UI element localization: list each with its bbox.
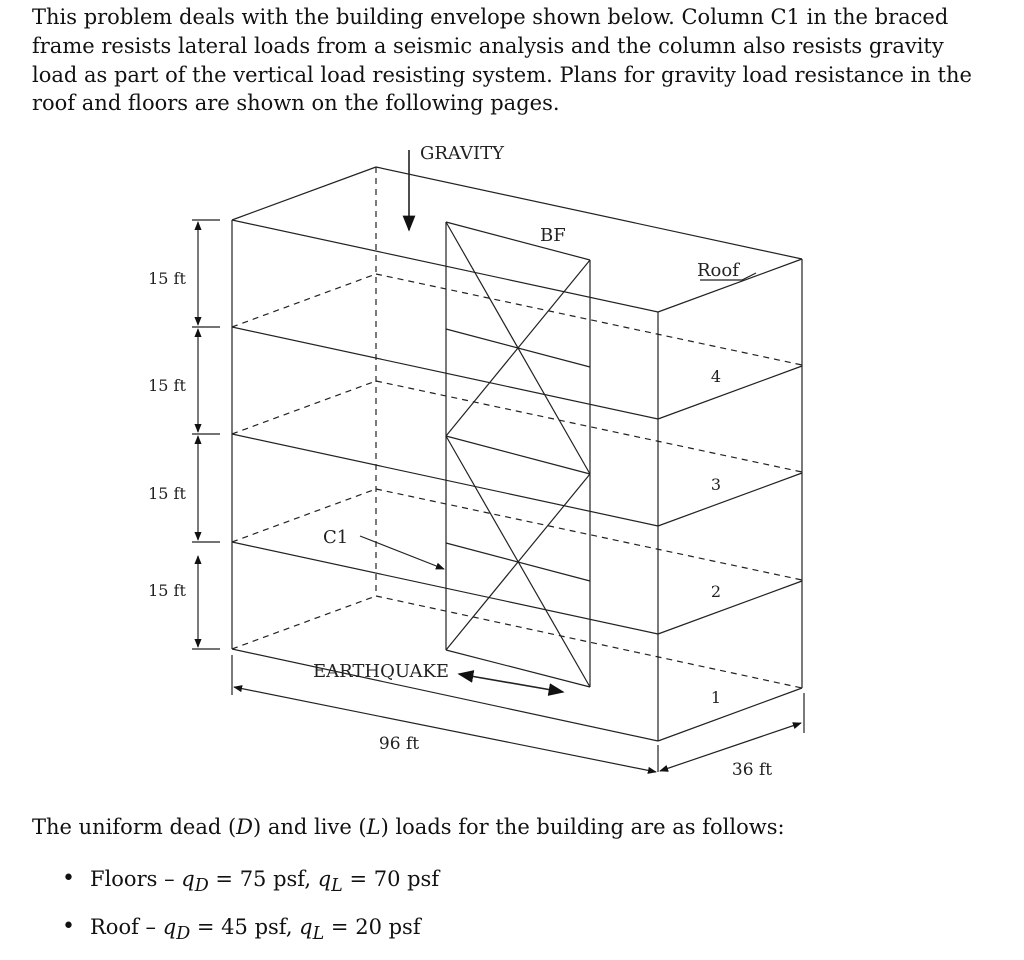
hidden-edges (232, 167, 802, 688)
story-height-label-1: 15 ft (148, 269, 186, 288)
floor-label-3: 3 (710, 475, 722, 494)
intro-paragraph: This problem deals with the building envelope shown below. Column C1 in the braced frame resists lateral loads from a seismic analysis and the column also resists gravity load as part of the vertical load resisting system. Plans for gravity load resistance in the roof and floors are shown on the following pages. (32, 5, 972, 116)
braced-frame-label: BF (540, 225, 566, 246)
earthquake-arrow (459, 674, 563, 692)
loads-intro: The uniform dead (D) and live (L) loads for the building are as follows: (32, 815, 785, 839)
column-label: C1 (323, 527, 349, 548)
braced-frame (446, 222, 590, 687)
floor-label-4: 4 (710, 367, 722, 386)
story-height-label-3: 15 ft (148, 484, 186, 503)
column-pointer (360, 536, 444, 569)
earthquake-label: EARTHQUAKE (313, 661, 450, 682)
load-item-roof: • Roof – $q_D = 45$ psf, $q_L = 20$ psf (62, 912, 439, 960)
gravity-label: GRAVITY (420, 143, 505, 164)
roof-label: Roof (697, 260, 739, 281)
load-item-floors: • Floors – $q_D = 75$ psf, $q_L = 70$ psf (62, 864, 439, 912)
story-height-label-2: 15 ft (148, 376, 186, 395)
width-dimension-label: 36 ft (731, 760, 773, 780)
story-height-dimensions (192, 220, 220, 649)
load-list (62, 864, 439, 960)
floor-label-2: 2 (710, 582, 722, 601)
story-height-label-4: 15 ft (148, 581, 186, 600)
length-dimension-label: 96 ft (378, 734, 420, 754)
floor-label-1: 1 (710, 688, 722, 707)
building-outline (232, 167, 802, 741)
